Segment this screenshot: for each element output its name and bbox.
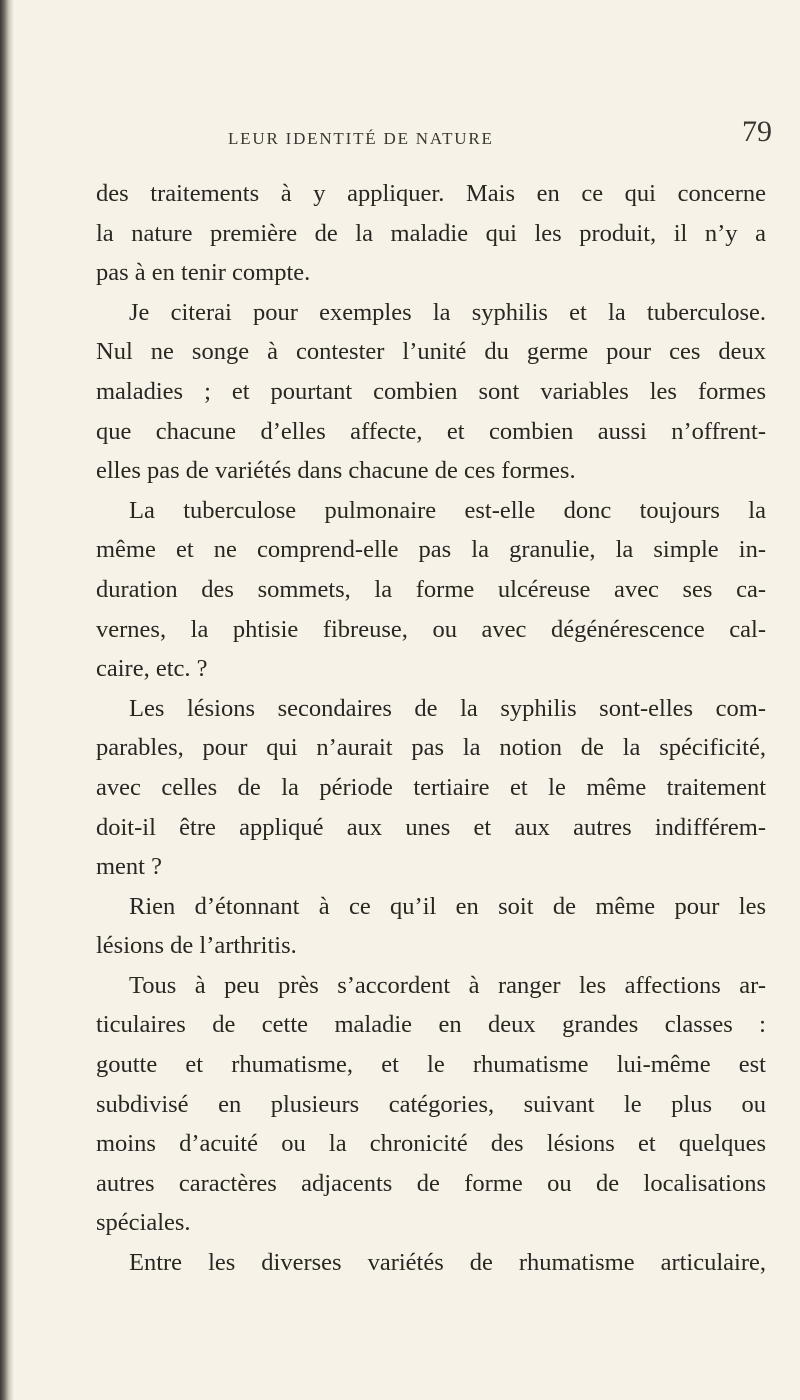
page-number: 79 (742, 115, 772, 148)
text-line: spéciales. (96, 1209, 191, 1237)
text-line: la nature première de la maladie qui les produit, il n’y a (96, 219, 766, 247)
running-title: LEUR IDENTITÉ DE NATURE (228, 129, 494, 148)
text-line: avec celles de la période tertiaire et le même traitement (96, 773, 766, 801)
text-line: des traitements à y appliquer. Mais en ce qui concerne (96, 180, 766, 207)
text-line: Les lésions secondaires de la syphilis sont-elles com- (129, 694, 766, 722)
text-line: Nul ne songe à contester l’unité du germe pour ces deux (96, 338, 766, 366)
text-line: que chacune d’elles affecte, et combien aussi n’offrent- (96, 417, 766, 445)
text-line: subdivisé en plusieurs catégories, suivant le plus ou (96, 1090, 766, 1118)
text-line: moins d’acuité ou la chronicité des lésions et quelques (96, 1130, 766, 1158)
text-line: maladies ; et pourtant combien sont variables les formes (96, 377, 766, 405)
text-line: La tuberculose pulmonaire est-elle donc toujours la (129, 496, 766, 524)
text-line: caire, etc. ? (96, 655, 208, 683)
text-line: ment ? (96, 853, 162, 881)
text-line: ticulaires de cette maladie en deux grandes classes : (96, 1011, 766, 1039)
text-line: Entre les diverses variétés de rhumatisme articulaire, (129, 1249, 766, 1277)
text-line: même et ne comprend-elle pas la granulie, la simple in- (96, 536, 766, 564)
book-spine-shadow (0, 0, 14, 1400)
text-line: doit-il être appliqué aux unes et aux autres indifférem- (96, 813, 766, 841)
text-line: Je citerai pour exemples la syphilis et la tuberculose. (129, 298, 766, 326)
text-line: goutte et rhumatisme, et le rhumatisme lui-même est (96, 1051, 766, 1079)
text-line: autres caractères adjacents de forme ou de localisations (96, 1169, 766, 1197)
text-line: duration des sommets, la forme ulcéreuse avec ses ca- (96, 575, 766, 603)
text-line: elles pas de variétés dans chacune de ces formes. (96, 457, 576, 485)
text-line: parables, pour qui n’aurait pas la notion de la spécificité, (96, 734, 766, 762)
text-line: lésions de l’arthritis. (96, 932, 297, 960)
text-line: vernes, la phtisie fibreuse, ou avec dégénérescence cal- (96, 615, 766, 643)
running-head (0, 105, 800, 165)
text-line: Tous à peu près s’accordent à ranger les affections ar- (129, 971, 766, 999)
text-line: Rien d’étonnant à ce qu’il en soit de même pour les (129, 892, 766, 920)
text-line: pas à en tenir compte. (96, 259, 311, 287)
body-text (96, 174, 766, 1283)
